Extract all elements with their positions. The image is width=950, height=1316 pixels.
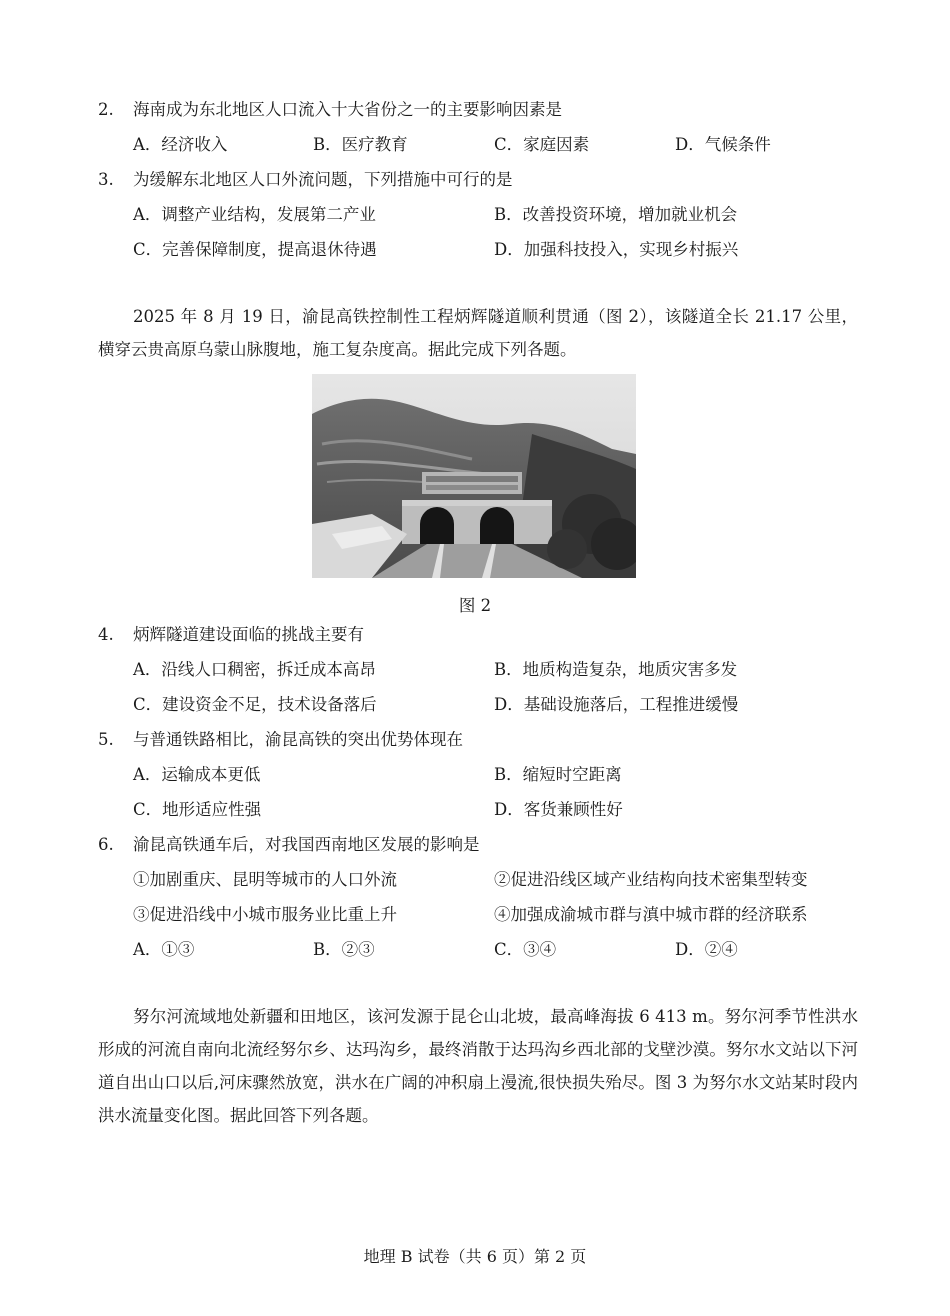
option-b: B．医疗教育 (313, 135, 408, 154)
option-a: A．①③ (133, 940, 195, 959)
option-b: B．②③ (313, 940, 375, 959)
page-footer: 地理 B 试卷（共 6 页）第 2 页 (363, 1247, 587, 1266)
option-c: C．建设资金不足，技术设备落后 (133, 695, 377, 714)
question-number: 6. (98, 835, 114, 854)
passage-river (98, 1000, 858, 1132)
question-number: 3. (98, 170, 114, 189)
option-a: A．运输成本更低 (133, 765, 261, 784)
option-a: A．经济收入 (133, 135, 228, 154)
passage-text: 努尔河流域地处新疆和田地区，该河发源于昆仑山北坡，最高峰海拔 6 413 m。努尔河季节性洪水形成的河流自南向北流经努尔乡、达玛沟乡，最终消散于达玛沟乡西北部的戈壁沙漠。努尔水文站以下河道自出山口以后,河床骤然放宽，洪水在广阔的冲积扇上漫流,很快损失殆尽。图 3 为努尔水文站某时段内洪水流量变化图。据此回答下列各题。 (98, 1007, 858, 1125)
tunnel-photo (312, 374, 636, 578)
option-b: B．缩短时空距离 (494, 765, 622, 784)
option-d: D．②④ (675, 940, 738, 959)
option-c: C．家庭因素 (494, 135, 590, 154)
question-number: 2. (98, 100, 114, 119)
question-stem: 渝昆高铁通车后，对我国西南地区发展的影响是 (133, 835, 480, 854)
option-a: A．调整产业结构，发展第二产业 (133, 205, 376, 224)
question-number: 5. (98, 730, 114, 749)
option-c: C．③④ (494, 940, 557, 959)
option-a: A．沿线人口稠密，拆迁成本高昂 (133, 660, 376, 679)
question-stem: 炳辉隧道建设面临的挑战主要有 (133, 625, 364, 644)
statement-1: ①加剧重庆、昆明等城市的人口外流 (133, 870, 397, 889)
question-stem: 海南成为东北地区人口流入十大省份之一的主要影响因素是 (133, 100, 562, 119)
passage-text: 2025 年 8 月 19 日，渝昆高铁控制性工程炳辉隧道顺利贯通（图 2），该隧道全长 21.17 公里，横穿云贵高原乌蒙山脉腹地，施工复杂度高。据此完成下列各题。 (98, 307, 858, 359)
passage-tunnel (98, 300, 858, 366)
option-d: D．基础设施落后，工程推进缓慢 (494, 695, 739, 714)
option-c: C．完善保障制度，提高退休待遇 (133, 240, 377, 259)
question-stem: 为缓解东北地区人口外流问题，下列措施中可行的是 (133, 170, 513, 189)
option-c: C．地形适应性强 (133, 800, 262, 819)
question-number: 4. (98, 625, 114, 644)
option-b: B．改善投资环境，增加就业机会 (494, 205, 738, 224)
tunnel-photo-illustration (312, 374, 636, 578)
option-b: B．地质构造复杂，地质灾害多发 (494, 660, 738, 679)
figure-2-caption: 图 2 (458, 596, 492, 615)
option-d: D．加强科技投入，实现乡村振兴 (494, 240, 739, 259)
question-stem: 与普通铁路相比，渝昆高铁的突出优势体现在 (133, 730, 463, 749)
option-d: D．客货兼顾性好 (494, 800, 623, 819)
statement-4: ④加强成渝城市群与滇中城市群的经济联系 (494, 905, 808, 924)
statement-2: ②促进沿线区域产业结构向技术密集型转变 (494, 870, 808, 889)
option-d: D．气候条件 (675, 135, 771, 154)
statement-3: ③促进沿线中小城市服务业比重上升 (133, 905, 397, 924)
